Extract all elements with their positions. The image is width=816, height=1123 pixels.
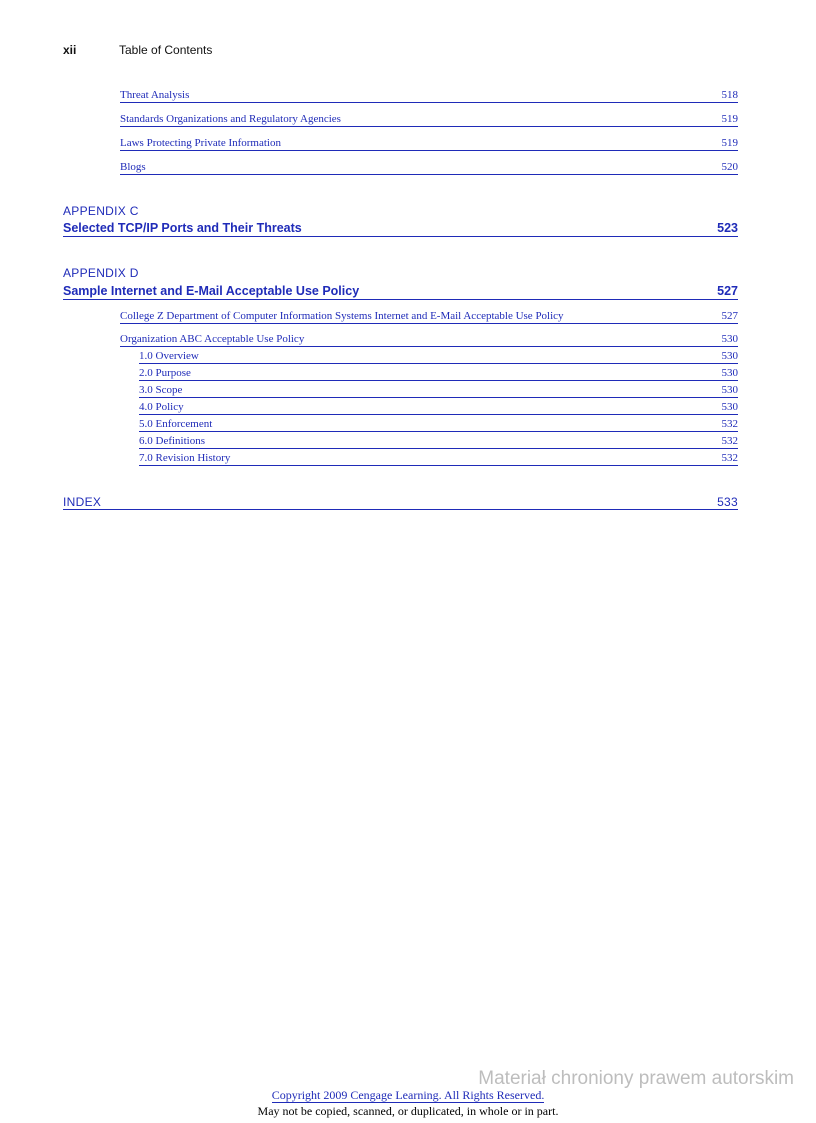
toc-chapter-title: Selected TCP/IP Ports and Their Threats xyxy=(63,222,302,235)
toc-entry-laws-private-information[interactable] xyxy=(120,138,738,151)
toc-subentry-page: 530 xyxy=(721,350,738,362)
watermark: Materiał chroniony prawem autorskim xyxy=(478,1068,794,1089)
toc-subentry-title: 3.0 Scope xyxy=(139,385,183,396)
copyright-link[interactable]: Copyright 2009 Cengage Learning. All Rights Reserved. xyxy=(271,1088,545,1102)
toc-subentry-title: 5.0 Enforcement xyxy=(139,419,213,430)
toc-index-label: INDEX xyxy=(63,496,102,508)
toc-subentry-page: 532 xyxy=(721,435,738,447)
toc-chapter-appendix-d[interactable] xyxy=(63,285,738,300)
toc-subentry-definitions[interactable] xyxy=(139,436,738,449)
toc-subentry-page: 530 xyxy=(721,384,738,396)
toc-entry-page: 518 xyxy=(721,89,738,101)
toc-entry-title: Blogs xyxy=(120,162,146,173)
toc-entry-title: College Z Department of Computer Information Systems Internet and E-Mail Acceptable Use Policy xyxy=(120,311,564,322)
toc-subentry-overview[interactable] xyxy=(139,351,738,364)
toc-subentry-purpose[interactable] xyxy=(139,368,738,381)
toc-chapter-page: 523 xyxy=(717,221,738,235)
toc-subentry-title: 4.0 Policy xyxy=(139,402,184,413)
toc-entry-page: 520 xyxy=(721,161,738,173)
copy-notice: May not be copied, scanned, or duplicated, in whole or in part. xyxy=(257,1104,559,1118)
toc-subentry-title: 7.0 Revision History xyxy=(139,453,231,464)
toc-entry-blogs[interactable] xyxy=(120,162,738,175)
toc-entry-organization-abc-policy[interactable] xyxy=(120,334,738,347)
toc-index[interactable] xyxy=(63,496,738,510)
toc-subentry-page: 530 xyxy=(721,401,738,413)
toc-subentry-page: 532 xyxy=(721,418,738,430)
appendix-c-label: APPENDIX C xyxy=(63,204,139,218)
toc-entry-page: 519 xyxy=(721,137,738,149)
running-head xyxy=(63,43,212,57)
toc-entry-standards-organizations[interactable] xyxy=(120,114,738,127)
toc-subentry-page: 532 xyxy=(721,452,738,464)
toc-subentry-policy[interactable] xyxy=(139,402,738,415)
copyright-line xyxy=(0,1088,816,1103)
page-number: xii xyxy=(63,43,77,57)
toc-index-page: 533 xyxy=(717,495,738,509)
appendix-d-label: APPENDIX D xyxy=(63,266,139,280)
toc-entry-threat-analysis[interactable] xyxy=(120,90,738,103)
toc-subentry-title: 1.0 Overview xyxy=(139,351,199,362)
toc-chapter-title: Sample Internet and E-Mail Acceptable Use Policy xyxy=(63,285,360,298)
toc-subentry-page: 530 xyxy=(721,367,738,379)
toc-subentry-enforcement[interactable] xyxy=(139,419,738,432)
toc-chapter-page: 527 xyxy=(717,284,738,298)
toc-entry-page: 527 xyxy=(721,310,738,322)
toc-subentry-title: 6.0 Definitions xyxy=(139,436,205,447)
toc-entry-college-z-policy[interactable] xyxy=(120,311,738,324)
toc-entry-title: Organization ABC Acceptable Use Policy xyxy=(120,334,305,345)
toc-entry-title: Laws Protecting Private Information xyxy=(120,138,281,149)
toc-entry-page: 530 xyxy=(721,333,738,345)
running-title: Table of Contents xyxy=(119,43,213,57)
toc-chapter-appendix-c[interactable] xyxy=(63,222,738,237)
toc-subentry-scope[interactable] xyxy=(139,385,738,398)
toc-subentry-title: 2.0 Purpose xyxy=(139,368,191,379)
toc-entry-page: 519 xyxy=(721,113,738,125)
toc-subentry-revision-history[interactable] xyxy=(139,453,738,466)
toc-entry-title: Standards Organizations and Regulatory Agencies xyxy=(120,114,341,125)
toc-entry-title: Threat Analysis xyxy=(120,90,190,101)
